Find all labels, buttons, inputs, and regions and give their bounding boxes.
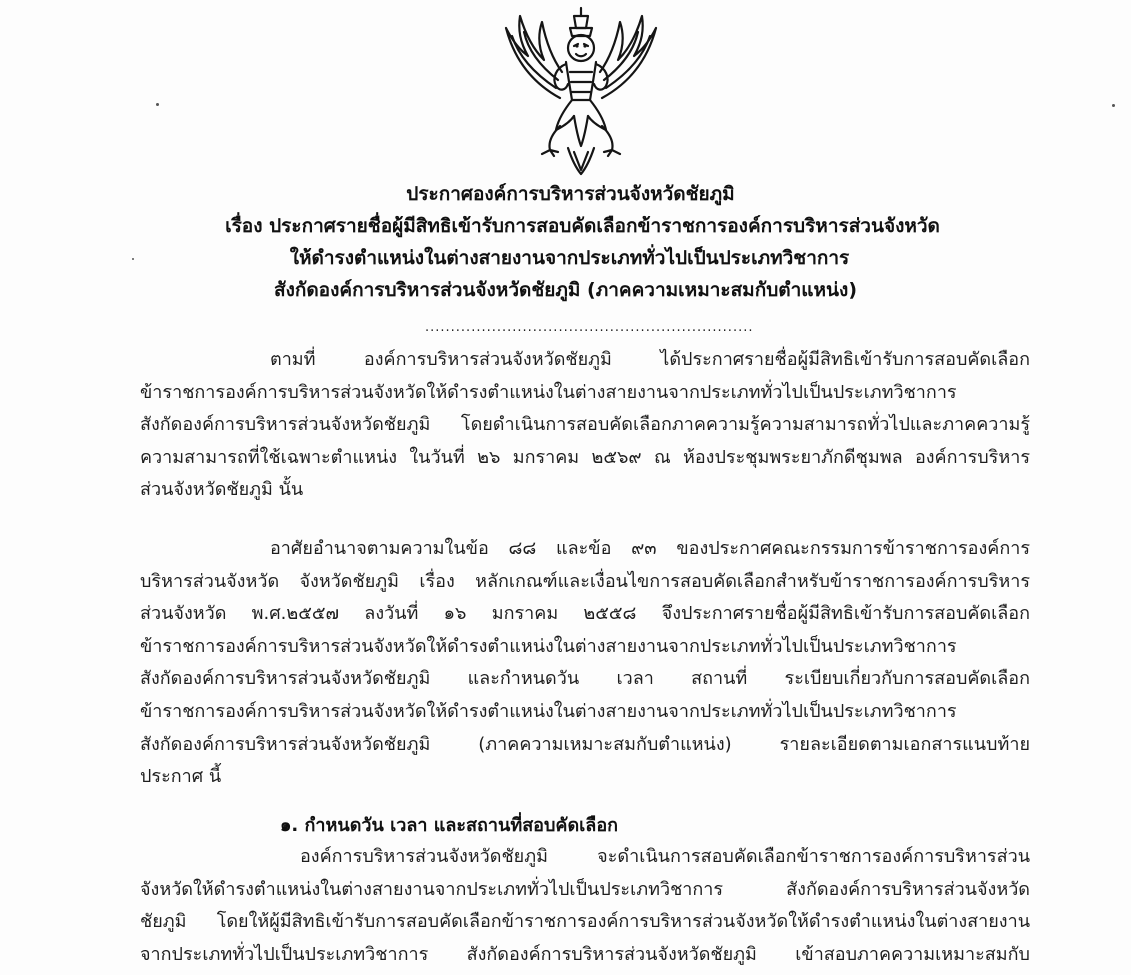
paragraph-line: สังกัดองค์การบริหารส่วนจังหวัดชัยภูมิ และกำหนดวัน เวลา สถานที่ ระเบียบเกี่ยวกับการสอบคัดเลือก bbox=[140, 668, 1030, 690]
paragraph-line: ชัยภูมิ โดยให้ผู้มีสิทธิเข้ารับการสอบคัดเลือกข้าราชการองค์การบริหารส่วนจังหวัดให้ดำรงตำแหน่งในต่างสายงาน bbox=[140, 911, 1030, 933]
scan-speck bbox=[1112, 104, 1115, 107]
paragraph-1 bbox=[140, 344, 1030, 507]
paragraph-line: ตามที่ องค์การบริหารส่วนจังหวัดชัยภูมิ ได้ประกาศรายชื่อผู้มีสิทธิเข้ารับการสอบคัดเลือก bbox=[270, 349, 1030, 370]
announcement-title bbox=[0, 178, 1131, 306]
title-line-3: ให้ดำรงตำแหน่งในต่างสายงานจากประเภททั่วไปเป็นประเภทวิชาการ bbox=[289, 247, 850, 269]
scan-speck bbox=[156, 103, 159, 106]
paragraph-line: บริหารส่วนจังหวัด จังหวัดชัยภูมิ เรื่อง หลักเกณฑ์และเงื่อนไขการสอบคัดเลือกสำหรับข้าราชการองค์การบริหาร bbox=[140, 570, 1030, 592]
title-line-2: เรื่อง ประกาศรายชื่อผู้มีสิทธิเข้ารับการสอบคัดเลือกข้าราชการองค์การบริหารส่วนจังหวัด bbox=[225, 215, 940, 237]
title-line-1: ประกาศองค์การบริหารส่วนจังหวัดชัยภูมิ bbox=[406, 183, 735, 205]
paragraph-line: ข้าราชการองค์การบริหารส่วนจังหวัดให้ดำรงตำแหน่งในต่างสายงานจากประเภททั่วไปเป็นประเภทวิชาการ bbox=[140, 635, 957, 657]
paragraph-2 bbox=[140, 533, 1030, 794]
paragraph-line: สังกัดองค์การบริหารส่วนจังหวัดชัยภูมิ (ภาคความเหมาะสมกับตำแหน่ง) รายละเอียดตามเอกสารแนบท้าย bbox=[140, 733, 1030, 755]
garuda-emblem bbox=[498, 6, 664, 176]
section-1-body bbox=[140, 841, 1030, 971]
paragraph-line: ความสามารถที่ใช้เฉพาะตำแหน่ง ในวันที่ ๒๖ มกราคม ๒๕๖๙ ณ ห้องประชุมพระยาภักดีชุมพล องค์การบริหาร bbox=[140, 446, 1030, 468]
paragraph-line: ประกาศ นี้ bbox=[140, 766, 222, 788]
paragraph-line: ข้าราชการองค์การบริหารส่วนจังหวัดให้ดำรงตำแหน่งในต่างสายงานจากประเภททั่วไปเป็นประเภทวิชาการ bbox=[140, 381, 957, 403]
paragraph-line: ข้าราชการองค์การบริหารส่วนจังหวัดให้ดำรงตำแหน่งในต่างสายงานจากประเภททั่วไปเป็นประเภทวิชาการ bbox=[140, 700, 957, 722]
section-1-heading: ๑. กำหนดวัน เวลา และสถานที่สอบคัดเลือก bbox=[280, 815, 619, 836]
dotted-separator: ................................................................ bbox=[425, 320, 754, 335]
paragraph-line: จังหวัดให้ดำรงตำแหน่งในต่างสายงานจากประเภททั่วไปเป็นประเภทวิชาการ สังกัดองค์การบริหารส่วนจังหวัด bbox=[140, 878, 1030, 900]
paragraph-line: องค์การบริหารส่วนจังหวัดชัยภูมิ จะดำเนินการสอบคัดเลือกข้าราชการองค์การบริหารส่วน bbox=[300, 846, 1030, 867]
paragraph-line: จากประเภททั่วไปเป็นประเภทวิชาการ สังกัดองค์การบริหารส่วนจังหวัดชัยภูมิ เข้าสอบภาคความเหมาะสมกับ bbox=[140, 943, 1030, 965]
paragraph-line: สังกัดองค์การบริหารส่วนจังหวัดชัยภูมิ โดยดำเนินการสอบคัดเลือกภาคความรู้ความสามารถทั่วไปและภาคความรู้ bbox=[140, 414, 1030, 436]
title-line-4: สังกัดองค์การบริหารส่วนจังหวัดชัยภูมิ (ภาคความเหมาะสมกับตำแหน่ง) bbox=[273, 279, 858, 301]
paragraph-line: ส่วนจังหวัด พ.ศ.๒๕๕๗ ลงวันที่ ๑๖ มกราคม ๒๕๕๘ จึงประกาศรายชื่อผู้มีสิทธิเข้ารับการสอบคัดเลือก bbox=[140, 603, 1030, 625]
scan-speck bbox=[132, 258, 134, 260]
paragraph-line: ส่วนจังหวัดชัยภูมิ นั้น bbox=[140, 479, 304, 501]
paragraph-line: อาศัยอำนาจตามความในข้อ ๘๘ และข้อ ๙๓ ของประกาศคณะกรรมการข้าราชการองค์การ bbox=[270, 538, 1030, 559]
